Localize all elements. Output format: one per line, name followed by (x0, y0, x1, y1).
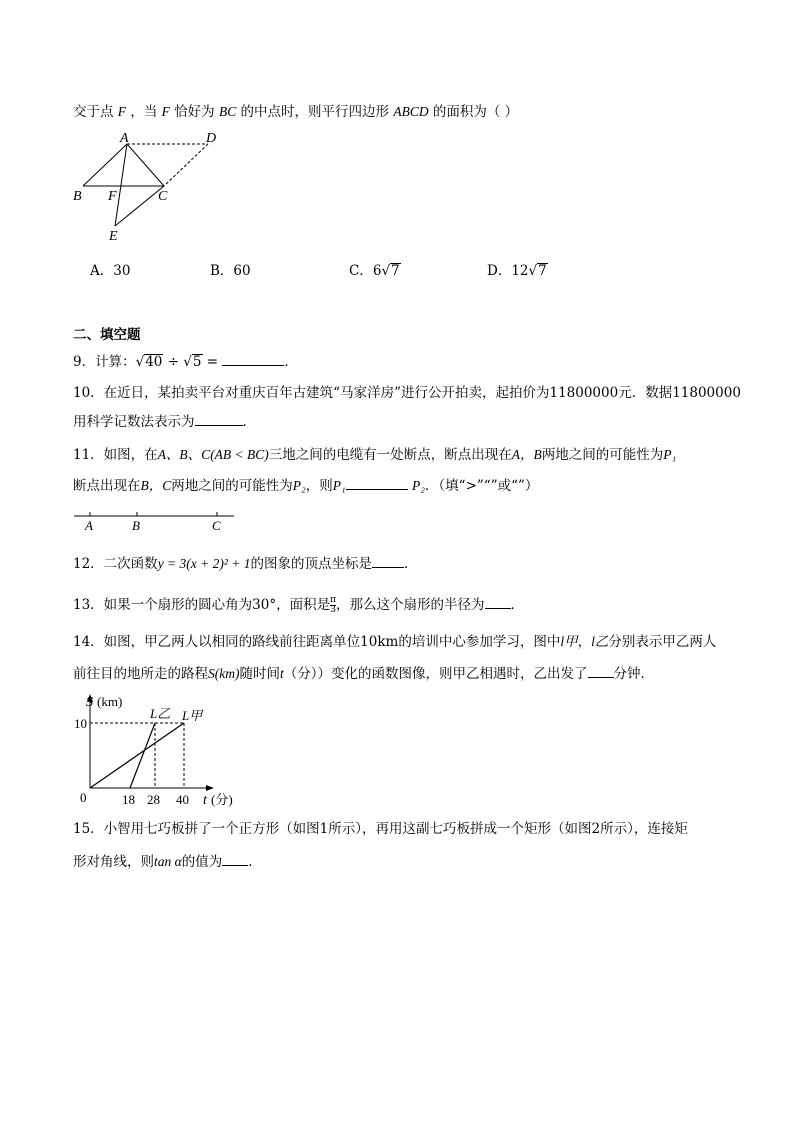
q8-label-B: B (73, 189, 82, 204)
q12-function: y = 3(x + 2)² + 1 (157, 556, 251, 571)
q14-tick-18: 18 (122, 792, 135, 807)
q11-label-A: A (85, 518, 93, 533)
q8-option-a[interactable] (90, 259, 130, 279)
q8-option-a-label: A． (90, 263, 114, 279)
q14-label-L-yi: L乙 (150, 706, 171, 721)
q14-tick-28: 28 (147, 792, 160, 807)
q11-p2-compare: P₂ (411, 478, 425, 493)
q14-origin: 0 (80, 790, 87, 805)
q8-label-F: F (108, 189, 117, 204)
q8-edge-dc-dashed (164, 144, 208, 186)
q13-prefix: 13．如果一个扇形的圆心角为30°，面积是 (73, 597, 331, 613)
q8-edge-ac (127, 144, 164, 186)
q11-label-B: B (132, 518, 140, 533)
q8-label-D: D (206, 131, 217, 146)
q15-line2 (73, 852, 262, 872)
q14-tick-40: 40 (176, 792, 189, 807)
q11-text-f: 两地之间的可能性为 (171, 478, 293, 494)
q9-eq: = (206, 354, 219, 370)
q14-t: t (279, 666, 284, 681)
q15-answer-blank[interactable] (222, 852, 248, 866)
q8-label-A: A (120, 131, 129, 146)
q11-text-a: 11．如图，在 (73, 447, 158, 463)
q14-text-d: 随时间 (239, 666, 280, 682)
q8-label-E: E (109, 229, 118, 244)
q9-answer-blank[interactable] (222, 352, 284, 366)
q8-option-c[interactable]: C．6√7 (349, 263, 400, 279)
q11-points: A、B、C (157, 447, 211, 462)
q14-line-yi (130, 723, 155, 788)
q14-line2 (73, 664, 654, 684)
q15-line1: 15．小智用七巧板拼了一个正方形（如图1所示），再用这副七巧板拼成一个矩形（如图2所示），连接矩 (73, 821, 688, 837)
q8-edge-ec (115, 186, 164, 226)
q11-p2: P₂ (292, 478, 306, 493)
q14-l-jia: l甲 (560, 634, 578, 649)
q9-rad1: 40 (145, 354, 163, 370)
q8-parallelogram-figure (70, 132, 230, 247)
q8-option-d-coef: 12 (511, 263, 529, 279)
q11-text-d: 两地之间的可能性为 (541, 447, 664, 463)
q8-option-c-coef: 6 (372, 263, 382, 279)
q12-end: ． (404, 556, 418, 572)
q15-text-b: 的值为 (181, 854, 223, 870)
q15-tan: tan α (154, 854, 182, 869)
q11-text-b: 三地之间的电缆有一处断点，断点出现在 (268, 447, 512, 463)
q11-bc: B，C (140, 478, 172, 493)
q11-text-g: ，则 (305, 478, 333, 494)
q14-xlabel-t: t (203, 793, 207, 808)
q14-text-c: 前往目的地所走的路程 (73, 666, 208, 682)
q12-line (73, 554, 418, 574)
q12-answer-blank[interactable] (372, 554, 404, 568)
q14-text-f: 分钟． (613, 666, 654, 682)
q8-option-b[interactable] (210, 259, 251, 279)
q10-line1: 10．在近日，某拍卖平台对重庆百年古建筑“马家洋房”进行公开拍卖，起拍价为11800000元．数据11800000 (73, 385, 741, 401)
q8-text-c: 恰好为 (174, 104, 215, 120)
q11-segment-figure (72, 508, 242, 532)
q11-answer-blank[interactable] (346, 476, 408, 490)
q14-answer-blank[interactable] (588, 664, 614, 678)
q14-text-e: （分））变化的函数图像，则甲乙相遇时，乙出发了 (283, 666, 588, 682)
q8-var-F2: F (161, 104, 170, 119)
q14-x-axis-arrow (206, 785, 214, 791)
q15-end: ． (248, 854, 262, 870)
q11-line2 (73, 476, 538, 496)
q8-edge-ab (83, 144, 127, 186)
q13-frac-num: π (330, 595, 337, 605)
q14-label-L-jia: L甲 (182, 708, 203, 723)
q14-ylabel-unit: (km) (97, 694, 123, 709)
q8-option-d-rad: 7 (538, 263, 547, 279)
q8-option-d-label: D． (487, 263, 512, 279)
q12-suffix: 的图象的顶点坐标是 (250, 556, 373, 572)
q8-var-BC: BC (218, 104, 237, 119)
q14-distance-time-graph (72, 692, 252, 808)
q14-line-jia (90, 723, 184, 788)
q8-text-e: 的面积为（ ） (432, 104, 519, 120)
q8-var-ABCD: ABCD (393, 104, 429, 119)
q14-s-km: S(km) (208, 666, 240, 681)
q8-option-c-rad: 7 (391, 263, 400, 279)
q10-line2 (73, 412, 256, 432)
q8-option-c-label: C． (349, 263, 373, 279)
q14-sep: ， (577, 634, 592, 650)
q11-label-C: C (212, 518, 221, 533)
q14-xlabel-unit: (分) (211, 792, 233, 807)
q8-edge-ae (115, 144, 127, 226)
q11-text-h: ．（填“>”“”或“”） (424, 478, 539, 494)
q11-ab: A，B (511, 447, 542, 462)
q9-prefix: 9．计算： (73, 354, 136, 370)
q8-text-a: 交于点 (73, 104, 114, 120)
q11-p1-compare: P₁ (332, 478, 346, 493)
q8-stem-line (73, 102, 518, 122)
q13-line (73, 595, 524, 615)
q15-text-a: 形对角线，则 (73, 854, 154, 870)
q14-text-b: 分别表示甲乙两人 (608, 634, 717, 650)
section-title: 二、填空题 (73, 327, 141, 343)
q9-rad2: 5 (192, 354, 202, 370)
q8-var-F1: F (117, 104, 127, 119)
q8-option-d[interactable]: D．12√7 (487, 263, 547, 279)
q11-condition: (AB < BC) (210, 447, 269, 462)
q8-text-b: ，当 (130, 104, 158, 120)
q8-option-b-value: 60 (233, 263, 251, 279)
q9-div: ÷ (167, 354, 179, 370)
q8-text-d: 的中点时，则平行四边形 (240, 104, 390, 120)
q14-l-yi: l乙 (591, 634, 609, 649)
q14-text-a: 14．如图，甲乙两人以相同的路线前往距离单位10km的培训中心参加学习，图中 (73, 634, 561, 650)
q8-option-b-label: B． (210, 263, 234, 279)
q14-tick-10: 10 (74, 716, 87, 731)
q11-p1: P₁ (663, 447, 677, 462)
q13-frac-den: 3 (330, 605, 336, 615)
q12-prefix: 12．二次函数 (73, 556, 158, 572)
q13-end: ． (510, 597, 525, 613)
q11-line1 (73, 445, 676, 465)
q10-answer-blank[interactable] (195, 412, 243, 426)
q14-line1 (73, 632, 716, 652)
q14-ylabel-S: S (86, 695, 93, 710)
q13-answer-blank[interactable] (485, 595, 511, 609)
q8-option-a-value: 30 (113, 263, 131, 279)
q9-line: 9．计算：√40 ÷ √5 = ． (73, 354, 298, 370)
q10-text: 用科学记数法表示为 (73, 414, 195, 430)
q11-text-e: 断点出现在 (73, 478, 141, 494)
q10-end: ． (242, 414, 256, 430)
q13-suffix: ，那么这个扇形的半径为 (336, 597, 485, 613)
q8-label-C: C (158, 189, 168, 204)
q9-suffix: ． (284, 354, 298, 370)
